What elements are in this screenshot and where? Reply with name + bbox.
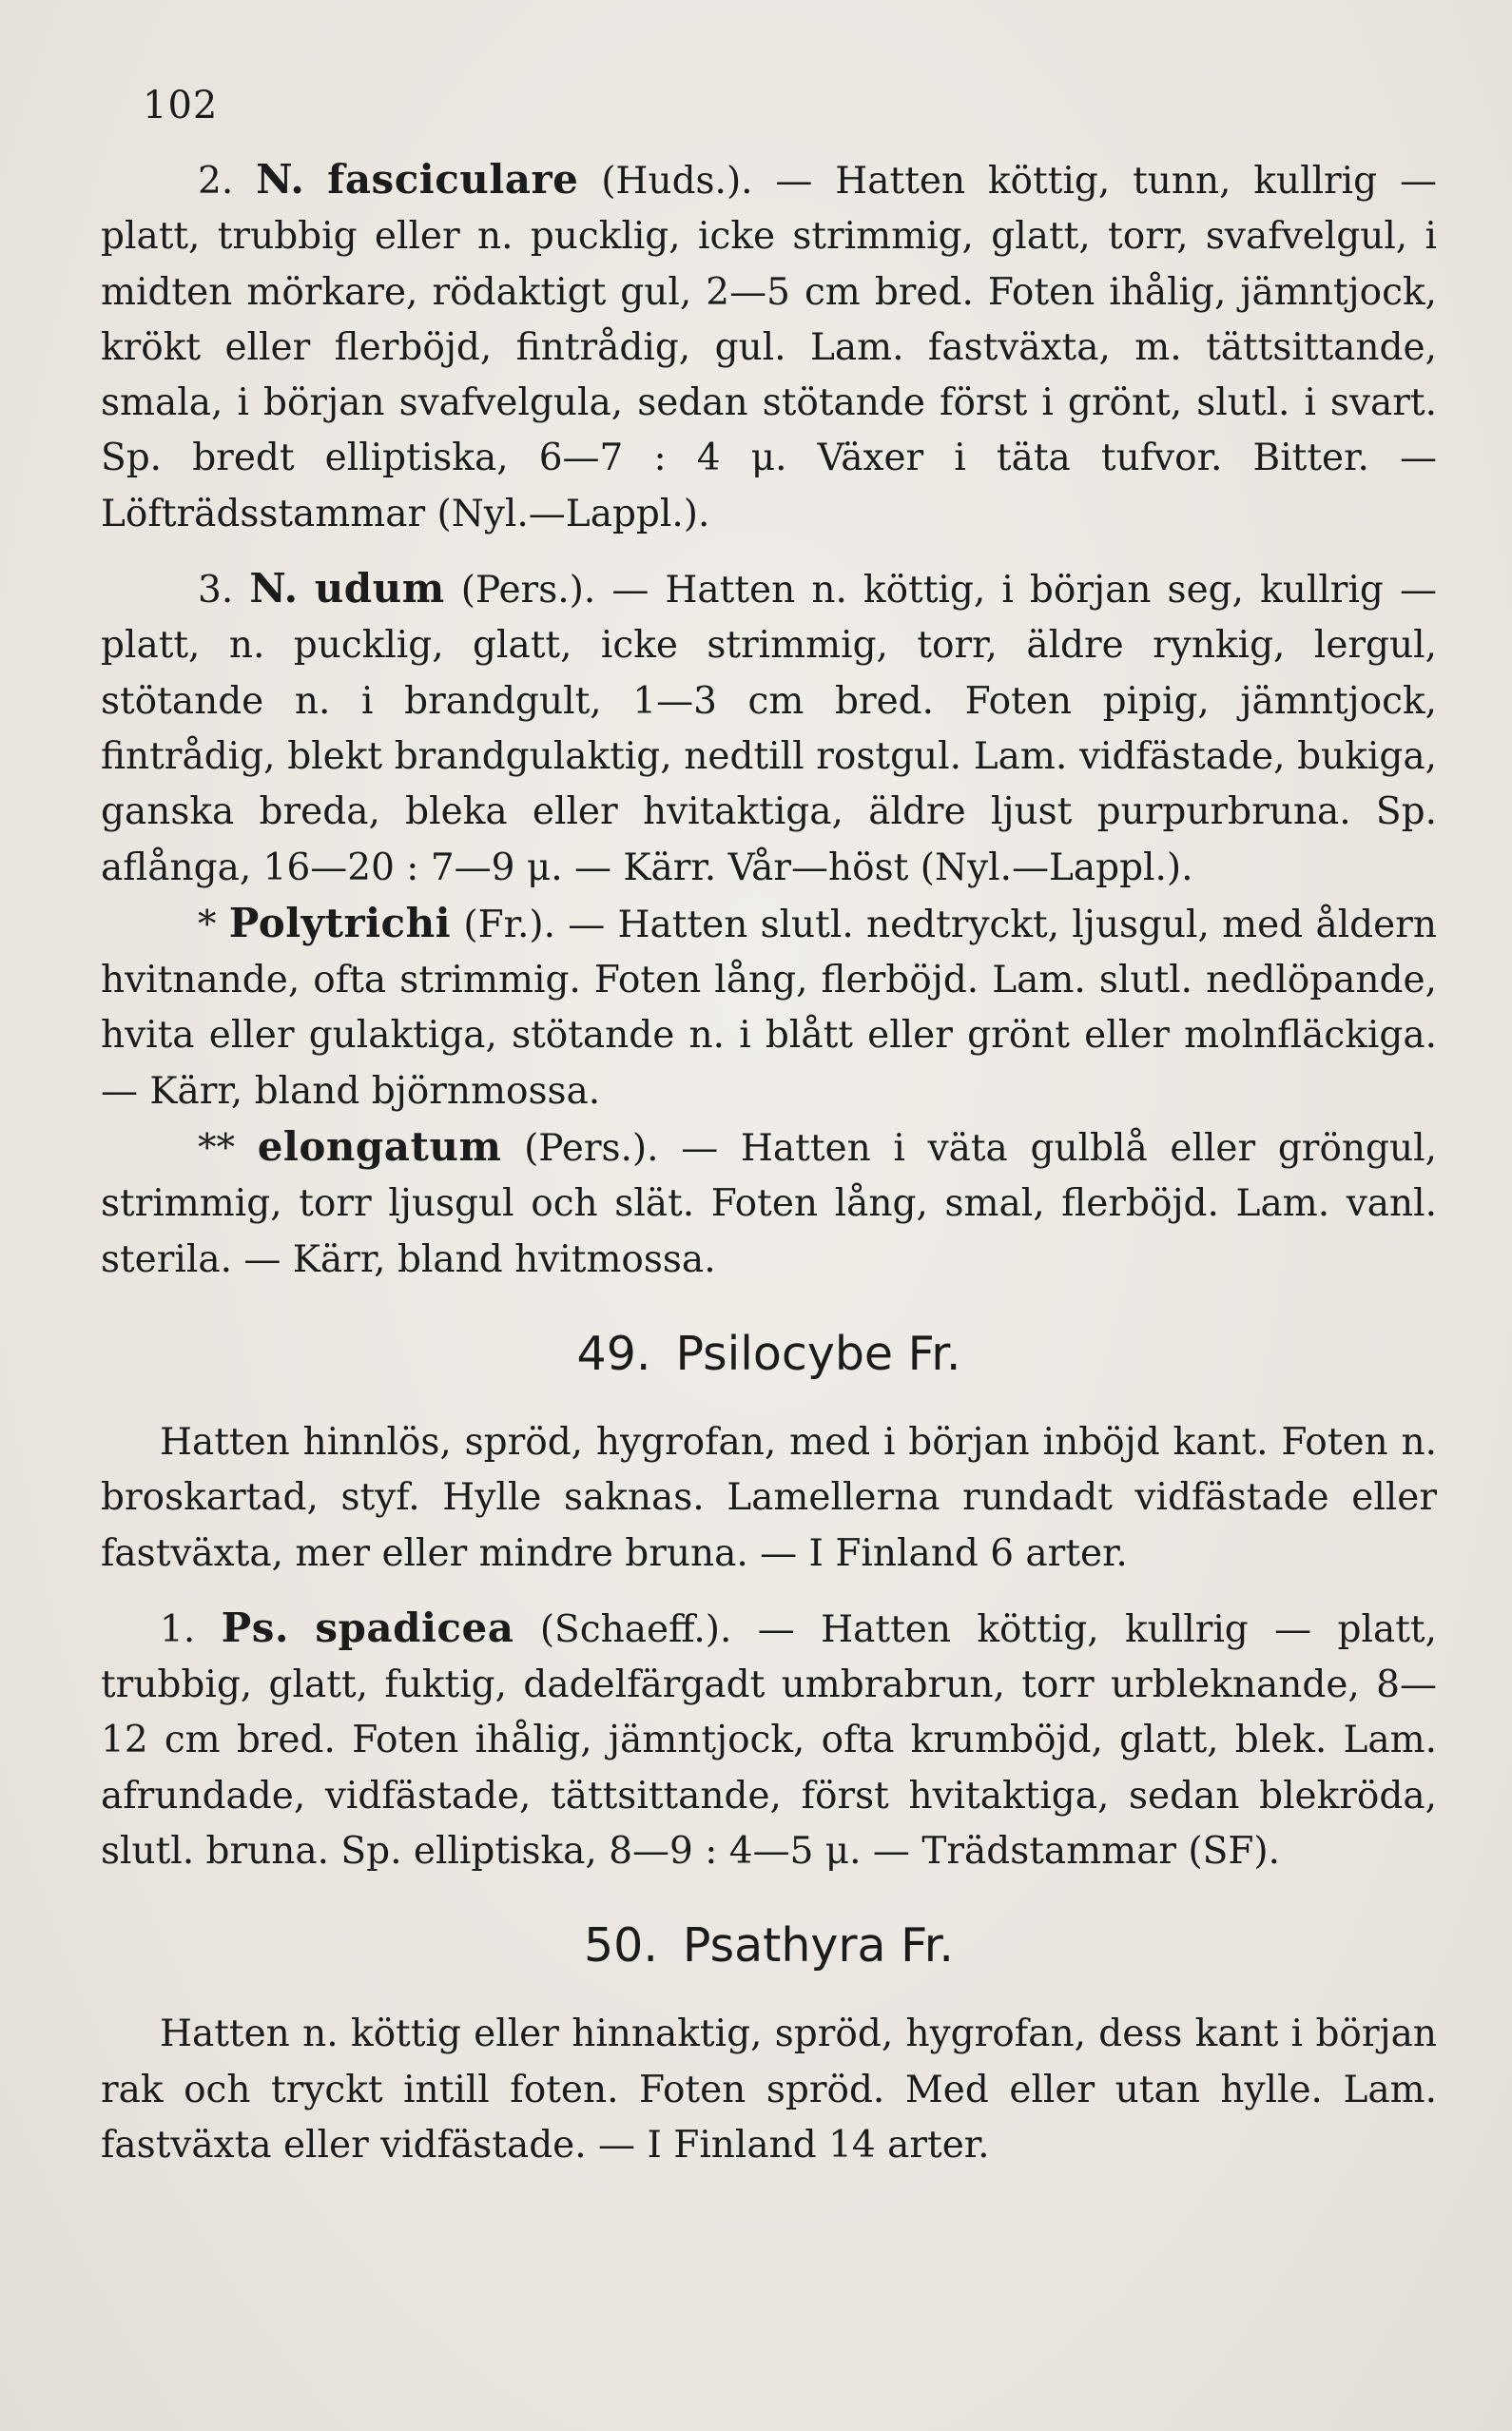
entry-species-name: elongatum: [257, 1123, 502, 1171]
entry-genus-abbr: Ps.: [221, 1604, 289, 1651]
entry-naematoloma-fasciculare: [101, 152, 1437, 542]
entry-text: (Fr.). — Hatten slutl. nedtryckt, ljusgul, med åldern hvitnande, ofta strimmig. Foten lång, flerböjd. Lam. slutl. nedlöpande, hvita eller gulaktiga, stötande n. i blått eller grönt eller molnfläckiga. — Kärr, bland björnmossa.: [101, 903, 1437, 1113]
page-body: [101, 152, 1437, 2173]
entry-number: 2.: [198, 160, 234, 203]
genus-number: 49.: [576, 1326, 651, 1381]
entry-species-name: udum: [314, 565, 445, 613]
entry-text: (Pers.). — Hatten n. köttig, i början seg, kullrig — platt, n. pucklig, glatt, icke strimmig, torr, äldre rynkig, lergul, stötande n. i brandgult, 1—3 cm bred. Foten pipig, jämntjock, fintrådig, blekt brandgulaktig, nedtill rostgul. Lam. vidfästade, bukiga, ganska breda, bleka eller hvitaktiga, äldre ljust purpurbruna. Sp. aflånga, 16—20 : 7—9 μ. — Kärr. Vår—höst (Nyl.—Lappl.).: [101, 569, 1437, 889]
page-number: 102: [143, 84, 219, 127]
entry-naematoloma-udum: [101, 561, 1437, 896]
entry-text: (Pers.). — Hatten i väta gulblå eller gröngul, strimmig, torr ljusgul och slät. Foten lång, smal, flerböjd. Lam. vanl. sterila. — Kärr, bland hvitmossa.: [101, 1127, 1438, 1281]
genus-name: Psilocybe Fr.: [675, 1326, 961, 1381]
entry-number: 3.: [198, 569, 234, 613]
entry-variety-polytrichi: [101, 896, 1437, 1119]
genus-heading-psathyra: [101, 1917, 1437, 1974]
genus-description-psilocybe: Hatten hinnlös, spröd, hygrofan, med i början inböjd kant. Foten n. broskartad, styf. Hylle saknas. Lamellerna rundadt vidfästade eller fastväxta, mer eller mindre bruna. — I Finland 6 arter.: [101, 1420, 1437, 1575]
entry-marker: **: [198, 1127, 235, 1171]
genus-number: 50.: [583, 1918, 658, 1974]
entry-variety-elongatum: [101, 1119, 1437, 1288]
entry-psilocybe-spadicea: [101, 1601, 1437, 1879]
genus-heading-psilocybe: [101, 1326, 1437, 1383]
entry-number: 1.: [160, 1607, 196, 1651]
entry-species-name: fasciculare: [327, 156, 579, 203]
entry-species-name: Polytrichi: [228, 899, 452, 946]
entry-genus-abbr: N.: [256, 156, 305, 203]
entry-marker: *: [198, 903, 217, 946]
entry-text: (Schaeff.). — Hatten köttig, kullrig — platt, trubbig, glatt, fuktig, dadelfärgadt umbrabrun, torr urbleknande, 8—12 cm bred. Foten ihålig, jämntjock, ofta krumböjd, glatt, blek. Lam. afrundade, vidfästade, tättsittande, först hvitaktiga, sedan blekröda, slutl. bruna. Sp. elliptiska, 8—9 : 4—5 μ. — Trädstammar (SF).: [101, 1607, 1437, 1874]
entry-species-name: spadicea: [315, 1604, 514, 1651]
entry-genus-abbr: N.: [249, 565, 299, 613]
genus-name: Psathyra Fr.: [682, 1918, 955, 1974]
entry-text: (Huds.). — Hatten köttig, tunn, kullrig — platt, trubbig eller n. pucklig, icke strimmig, glatt, torr, svafvelgul, i midten mörkare, rödaktigt gul, 2—5 cm bred. Foten ihålig, jämntjock, krökt eller flerböjd, fintrådig, gul. Lam. fastväxta, m. tättsittande, smala, i början svafvelgula, sedan stötande först i grönt, slutl. i svart. Sp. bredt elliptiska, 6—7 : 4 μ. Växer i täta tufvor. Bitter. — Löfträdsstammar (Nyl.—Lappl.).: [101, 160, 1437, 535]
genus-description-psathyra: Hatten n. köttig eller hinnaktig, spröd, hygrofan, dess kant i början rak och tryckt intill foten. Foten spröd. Med eller utan hylle. Lam. fastväxta eller vidfästade. — I Finland 14 arter.: [101, 2013, 1437, 2167]
